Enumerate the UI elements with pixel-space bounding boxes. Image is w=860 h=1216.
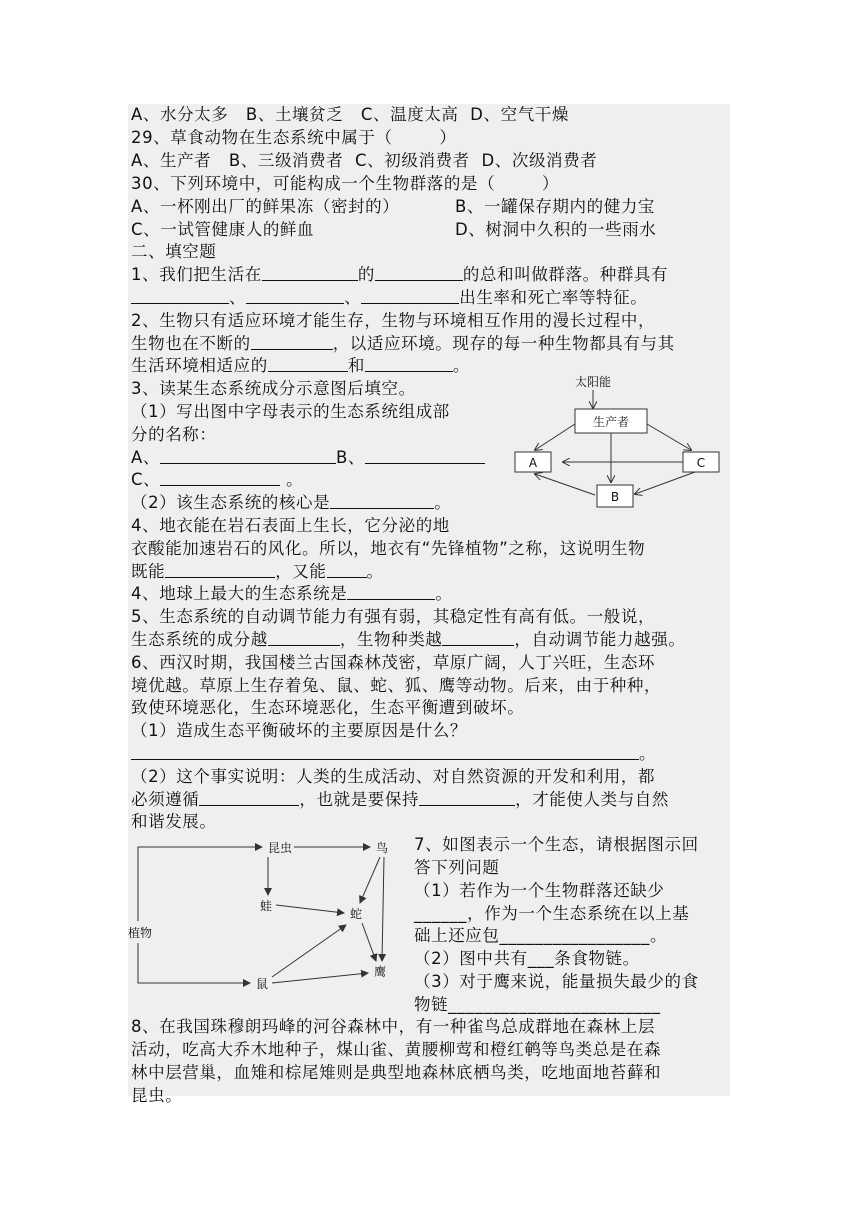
node-frog: 蛙 [260,899,273,913]
fill-q7-part2: （2）图中共有___条食物链。 [414,949,640,968]
fill-q2-line1: 2、生物只有适应环境才能生存，生物与环境相互作用的漫长过程中， [131,311,656,330]
fill-q3-part2: （2）该生态系统的核心是 。 [131,493,452,512]
fill-q3-part1-a: （1）写出图中字母表示的生态系统组成部 [131,402,450,421]
node-bird: 鸟 [376,841,389,855]
fill-q3-stem: 3、读某生态系统成分示意图后填空。 [131,379,416,398]
answer-blank[interactable] [375,264,463,281]
fill-q8-line2: 活动，吃高大乔木地种子，煤山雀、黄腰柳莺和橙红鹌等鸟类总是在森 [131,1040,662,1059]
fill-q6-part1: （1）造成生态平衡破坏的主要原因是什么？ [131,721,467,740]
q30-option-b: B、一罐保存期内的健力宝 [455,197,656,216]
answer-blank[interactable] [347,583,435,600]
fill-q4-line1: 4、地衣能在岩石表面上生长，它分泌的地 [131,516,450,535]
fill-q8-line1: 8、在我国珠穆朗玛峰的河谷森林中，有一种雀鸟总成群地在森林上层 [131,1017,656,1036]
arrow-b-a [535,474,595,495]
q30-option-c: C、一试管健康人的鲜血 [131,220,315,239]
fill-q6-line2: 境优越。草原上生存着兔、鼠、蛇、狐、鹰等动物。后来，由于种种， [131,676,662,695]
arrow-bird-snake [360,857,380,903]
fill-q6-line3: 致使环境恶化，生态环境恶化，生态平衡遭到破坏。 [131,698,525,717]
fill-q3-ab: A、 B、 [131,447,485,469]
q30-stem: 30、下列环境中，可能构成一个生物群落的是（ ） [131,174,560,193]
node-insect: 昆虫 [268,841,293,855]
arrow-producer-a [535,424,575,450]
node-snake: 蛇 [350,907,363,921]
fill-q6-part2-line3: 和谐发展。 [131,812,217,831]
food-web-diagram [128,833,413,1003]
arrow-bird-eagle [382,857,384,961]
fill-q7-line2: 答下列问题 [414,858,500,877]
answer-blank[interactable] [262,264,358,281]
answer-blank[interactable] [365,447,485,464]
label-b: B [610,490,620,504]
answer-blank[interactable] [268,629,340,646]
q30-option-a: A、一杯刚出厂的鲜果冻（密封的） [131,197,400,216]
answer-blank[interactable] [246,287,344,304]
label-a: A [528,456,538,470]
fill-q7-part3-a: （3）对于鹰来说，能量损失最少的食 [414,972,699,991]
q29-options: A、生产者 B、三级消费者 C、初级消费者 D、次级消费者 [131,151,598,170]
answer-blank[interactable] [442,629,514,646]
answer-blank[interactable] [327,561,367,578]
fill-q4-line2: 衣酸能加速岩石的风化。所以，地衣有“先锋植物”之称，这说明生物 [131,539,646,558]
fill-q7-line1: 7、如图表示一个生态，请根据图示回 [414,835,699,854]
sun-energy-label: 太阳能 [575,375,612,389]
arrow-mouse-snake [272,925,346,977]
fill-q3-part1-b: 分的名称： [131,425,217,444]
fill-q4-line3: 既能 ，又能 。 [131,562,384,581]
fill-q6-line1: 6、西汉时期，我国楼兰古国森林茂密，草原广阔，人丁兴旺，生态环 [131,653,656,672]
answer-blank[interactable] [365,355,453,372]
fill-q6-part1-answer: 。 [131,743,656,765]
fill-q7-part3-b: 物链________________________ [414,995,661,1014]
fill-q1-line2: 、 、 出生率和死亡率等特征。 [131,287,647,309]
node-mouse: 鼠 [256,977,269,991]
arrow-c-b [635,472,695,494]
node-eagle: 鹰 [374,965,387,979]
fill-q2-line2: 生物也在不断的 ，以适应环境。现存的每一种生物都具有与其 [131,334,675,353]
answer-blank[interactable] [268,355,348,372]
fill-q6-part2-line1: （2）这个事实说明：人类的生成活动、对自然资源的开发和利用，都 [131,767,656,786]
fill-q6-part2-line2: 必须遵循 ，也就是要保持 ，才能使人类与自然 [131,790,670,809]
answer-blank[interactable] [330,492,434,509]
q29-stem: 29、草食动物在生态系统中属于（ ） [131,128,457,147]
q28-options: A、水分太多 B、土壤贫乏 C、温度太高 D、空气干燥 [131,105,569,124]
fill-q1-line1: 1、我们把生活在 的 的总和叫做群落。种群具有 [131,265,669,284]
fill-q7-part1-b: ______，作为一个生态系统在以上基 [414,904,690,923]
fill-q5-line2: 生态系统的成分越 ，生物种类越 ，自动调节能力越强。 [131,630,686,649]
arrow-plant-mouse [138,943,250,983]
answer-blank[interactable] [131,743,639,760]
answer-blank[interactable] [165,561,275,578]
answer-blank[interactable] [131,287,229,304]
arrow-snake-eagle [362,923,376,961]
fill-q4b-line: 4、地球上最大的生态系统是 。 [131,584,453,603]
answer-blank[interactable] [199,789,299,806]
ecosystem-components-diagram [505,372,725,512]
fill-q2-line3: 生活环境相适应的 和 。 [131,356,471,375]
fill-q7-part1-a: （1）若作为一个生物群落还缺少 [414,881,665,900]
fill-q8-line3: 林中层营巢，血雉和棕尾雉则是典型地森林底栖鸟类，吃地面地苔藓和 [131,1063,662,1082]
arrow-mouse-eagle [272,973,368,983]
node-plant: 植物 [128,926,153,940]
fill-q7-part1-c: 础上还应包_________________。 [414,926,668,945]
q30-option-d: D、树洞中久积的一些雨水 [455,220,657,239]
fill-q5-line1: 5、生态系统的自动调节能力有强有弱，其稳定性有高有低。一般说， [131,607,656,626]
fill-q3-c: C、 。 [131,470,304,489]
arrow-plant-insect [138,847,262,921]
answer-blank[interactable] [160,447,336,464]
arrow-frog-snake [276,905,344,913]
label-c: C [696,456,706,470]
answer-blank[interactable] [251,333,333,350]
fill-q8-line4: 昆虫。 [131,1086,183,1105]
answer-blank[interactable] [160,469,280,486]
section-title-fill-in: 二、填空题 [131,242,217,261]
arrow-producer-c [647,424,691,450]
answer-blank[interactable] [419,789,515,806]
answer-blank[interactable] [361,287,459,304]
producer-label: 生产者 [592,415,630,429]
